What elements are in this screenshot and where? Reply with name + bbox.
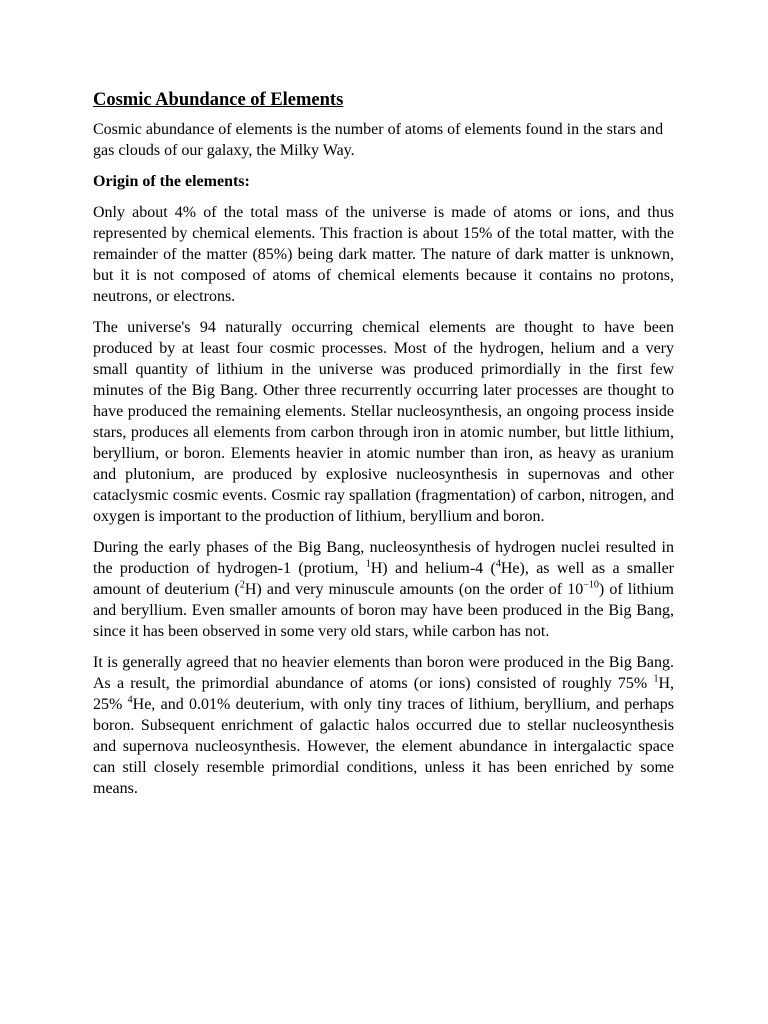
text-run: ) of lithium and beryllium. Even smaller amounts of boron may have been produced in the Big Bang, since it has been observed in some very old stars, while carbon has not. [93,581,675,640]
superscript: 1 [365,558,371,570]
document-title: Cosmic Abundance of Elements [93,90,344,110]
section-heading: Origin of the elements: [93,173,250,190]
text-run: He), as well as a smaller amount of deuterium ( [93,560,675,598]
text-run: H) and very minuscule amounts (on the order of 10 [244,581,584,598]
superscript: 1 [653,673,659,685]
text-run: During the early phases of the Big Bang, nucleosynthesis of hydrogen nuclei resulted in the production of hydrogen-1 (protium, [93,539,674,577]
intro-paragraph: Cosmic abundance of elements is the number of atoms of elements found in the stars and gas clouds of our galaxy, the Milky Way. [93,121,664,159]
paragraph-primordial-abundance [93,652,674,799]
superscript: 4 [495,558,501,570]
text-run: He, and 0.01% deuterium, with only tiny traces of lithium, beryllium, and perhaps boron. Subsequent enrichment of galactic halos occurred due to stellar nucleosynthesis and supernova nucleosynthesis. However, the element abundance in intergalactic space can still closely resemble primordial conditions, unless it has been enriched by some means. [93,696,674,797]
text-run: It is generally agreed that no heavier elements than boron were produced in the Big Bang. As a result, the primordial abundance of atoms (or ions) consisted of roughly 75% [93,654,674,692]
paragraph-cosmic-processes: The universe's 94 naturally occurring chemical elements are thought to have been produced by at least four cosmic processes. Most of the hydrogen, helium and a very small quantity of lithium in the universe was produced primordially in the first few minutes of the Big Bang. Other three recurrently occurring later processes are thought to have produced the remaining elements. Stellar nucleosynthesis, an ongoing process inside stars, produces all elements from carbon through iron in atomic number, but little lithium, beryllium, or boron. Elements heavier in atomic number than iron, as heavy as uranium and plutonium, are produced by explosive nucleosynthesis in supernovas and other cataclysmic cosmic events. Cosmic ray spallation (fragmentation) of carbon, nitrogen, and oxygen is important to the production of lithium, beryllium and boron. [93,319,674,525]
superscript: −10 [583,579,599,591]
text-run: H) and helium-4 ( [370,560,496,577]
document-page [93,88,674,809]
superscript: 4 [127,694,133,706]
paragraph-big-bang-nucleosynthesis [93,537,674,642]
superscript: 2 [239,579,245,591]
text-run: H, 25% [93,675,674,713]
paragraph-mass-composition: Only about 4% of the total mass of the universe is made of atoms or ions, and thus represented by chemical elements. This fraction is about 15% of the total matter, with the remainder of the matter (85%) being dark matter. The nature of dark matter is unknown, but it is not composed of atoms of chemical elements because it contains no protons, neutrons, or electrons. [93,204,674,305]
